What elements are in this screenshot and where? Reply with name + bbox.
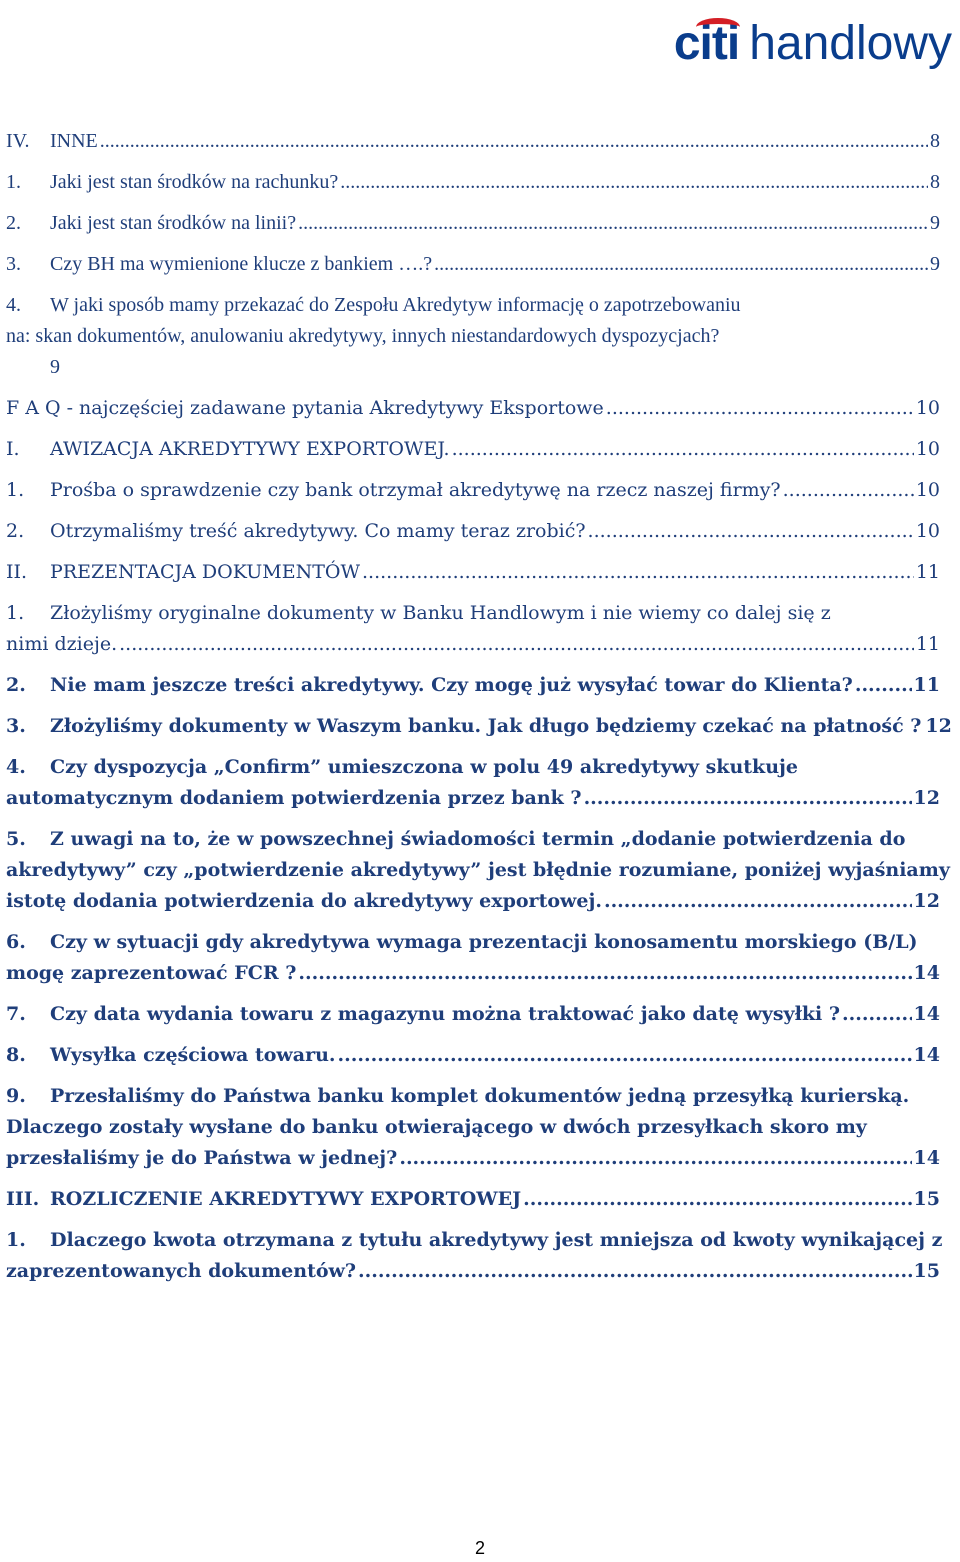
toc-entry-number: 8.	[6, 1044, 26, 1066]
toc-entry-title: Otrzymaliśmy treść akredytywy. Co mamy teraz zrobić?	[50, 520, 586, 542]
toc-dot-leader	[399, 1143, 911, 1174]
toc-entry[interactable]	[6, 1040, 940, 1071]
toc-entry-title: W jaki sposób mamy przekazać do Zespołu Akredytyw informację o zapotrzebowaniu	[50, 294, 741, 316]
toc-entry-number: 6.	[6, 931, 26, 953]
toc-entry[interactable]	[6, 126, 940, 157]
toc-entry-page: 11	[913, 674, 940, 696]
toc-entry-page: 9	[930, 212, 940, 234]
toc-dot-leader	[606, 393, 914, 424]
toc-entry[interactable]	[6, 516, 940, 547]
toc-entry-title: przesłaliśmy je do Państwa w jednej?	[6, 1147, 398, 1169]
toc-entry-page: 8	[930, 171, 940, 193]
toc-entry-page: 9	[930, 253, 940, 275]
toc-entry-title: Wysyłka częściowa towaru.	[50, 1044, 336, 1066]
toc-entry-title: na: skan dokumentów, anulowaniu akredytywy, innych niestandardowych dyspozycjach?	[6, 325, 720, 347]
toc-dot-leader	[584, 783, 912, 814]
logo-citi: citi	[673, 17, 740, 70]
toc-entry-page: 15	[913, 1260, 940, 1282]
toc-entry-page: 10	[915, 520, 940, 542]
toc-entry-line	[6, 1143, 940, 1174]
toc-entry-page: 15	[913, 1188, 940, 1210]
toc-entry[interactable]	[6, 598, 940, 660]
toc-entry-title: Czy dyspozycja „Confirm” umieszczona w polu 49 akredytywy skutkuje	[50, 756, 798, 778]
toc-dot-leader	[783, 475, 914, 506]
toc-entry-line	[6, 824, 940, 855]
toc-entry-title: Z uwagi na to, że w powszechnej świadomości termin „dodanie potwierdzenia do	[50, 828, 906, 850]
toc-entry-page: 10	[915, 438, 940, 460]
toc-entry-page: 14	[913, 1147, 940, 1169]
toc-entry-title: Czy w sytuacji gdy akredytywa wymaga prezentacji konosamentu morskiego (B/L)	[50, 931, 918, 953]
toc-entry-number: 1.	[6, 1229, 26, 1251]
toc-entry-title: PREZENTACJA DOKUMENTÓW	[50, 561, 360, 583]
toc-entry-title: istotę dodania potwierdzenia do akredytywy exportowej.	[6, 890, 602, 912]
toc-entry-line	[6, 1081, 940, 1112]
toc-entry-page: 11	[915, 633, 940, 655]
toc-dot-leader	[340, 167, 928, 198]
toc-entry-page: 12	[913, 890, 940, 912]
logo-arc-icon	[696, 18, 740, 36]
toc-dot-leader	[119, 629, 914, 660]
toc-entry-number: 2.	[6, 520, 25, 542]
toc-entry-number: 1.	[6, 479, 25, 501]
toc-entry-line	[6, 752, 940, 783]
toc-dot-leader	[298, 208, 928, 239]
toc-entry-page: 14	[913, 1003, 940, 1025]
toc-entry[interactable]	[6, 249, 940, 280]
toc-dot-leader	[842, 999, 912, 1030]
toc-entry-number: III.	[6, 1188, 40, 1210]
toc-entry-page: 8	[930, 130, 940, 152]
toc-entry-line	[6, 598, 940, 629]
logo-handlowy: handlowy	[749, 17, 952, 70]
toc-entry-title: ROZLICZENIE AKREDYTYWY EXPORTOWEJ	[50, 1188, 522, 1210]
toc-entry-line	[6, 629, 940, 660]
toc-dot-leader	[855, 670, 912, 701]
toc-entry-title: akredytywy” czy „potwierdzenie akredytywy” jest błędnie rozumiane, poniżej wyjaśniamy	[6, 859, 950, 881]
toc-entry[interactable]	[6, 670, 940, 701]
toc-entry-title: mogę zaprezentować FCR ?	[6, 962, 297, 984]
toc-entry-page: 10	[915, 397, 940, 419]
toc-entry-number: 1.	[6, 602, 25, 624]
toc-entry-number: I.	[6, 438, 20, 460]
toc-entry[interactable]	[6, 290, 940, 383]
toc-entry[interactable]	[6, 557, 940, 588]
toc-entry[interactable]	[6, 393, 940, 424]
toc-dot-leader	[434, 249, 928, 280]
toc-entry[interactable]	[6, 1184, 940, 1215]
toc-dot-leader	[100, 126, 928, 157]
toc-entry[interactable]	[6, 1225, 943, 1287]
toc-entry-title: Dlaczego kwota otrzymana z tytułu akredytywy jest mniejsza od kwoty wynikającej z	[50, 1229, 943, 1251]
toc-entry-title: AWIZACJA AKREDYTYWY EXPORTOWEJ.	[50, 438, 450, 460]
toc-entry-title: Złożyliśmy oryginalne dokumenty w Banku Handlowym i nie wiemy co dalej się z	[50, 602, 831, 624]
toc-entry-line	[6, 1112, 940, 1143]
toc-entry-page: 14	[913, 962, 940, 984]
toc-entry-number: 2.	[6, 674, 26, 696]
toc-entry[interactable]	[6, 927, 940, 989]
citi-handlowy-logo	[674, 12, 952, 68]
toc-entry[interactable]	[6, 999, 940, 1030]
toc-dot-leader	[298, 958, 911, 989]
toc-entry-line	[6, 290, 940, 321]
toc-entry-page: 12	[925, 715, 952, 737]
page-number: 2	[474, 1538, 485, 1558]
toc-dot-leader	[523, 1184, 911, 1215]
toc-entry[interactable]	[6, 434, 940, 465]
toc-entry-title: automatycznym dodaniem potwierdzenia przez bank ?	[6, 787, 582, 809]
toc-entry-number: 1.	[6, 171, 21, 193]
toc-dot-leader	[452, 434, 914, 465]
toc-dot-leader	[362, 557, 914, 588]
toc-entry-title: INNE	[50, 130, 98, 152]
toc-entry[interactable]	[6, 475, 940, 506]
toc-dot-leader	[588, 516, 914, 547]
toc-entry-title: Złożyliśmy dokumenty w Waszym banku. Jak długo będziemy czekać na płatność ?	[50, 715, 922, 737]
toc-dot-leader	[358, 1256, 912, 1287]
toc-entry-title: Czy BH ma wymienione klucze z bankiem ….?	[50, 253, 433, 275]
toc-entry-line	[6, 1225, 943, 1256]
toc-entry-title: F A Q - najczęściej zadawane pytania Akredytywy Eksportowe	[6, 397, 604, 419]
toc-entry[interactable]	[6, 752, 940, 814]
toc-dot-leader	[604, 886, 912, 917]
toc-entry-line	[6, 927, 940, 958]
toc-entry-number: 3.	[6, 253, 21, 275]
toc-entry-line	[6, 783, 940, 814]
toc-entry-number: IV.	[6, 130, 30, 152]
toc-entry-title: Jaki jest stan środków na rachunku?	[50, 171, 339, 193]
toc-entry-number: 5.	[6, 828, 26, 850]
toc-entry-line	[6, 1256, 940, 1287]
toc-entry-line	[6, 855, 950, 886]
toc-entry-title: Nie mam jeszcze treści akredytywy. Czy mogę już wysyłać towar do Klienta?	[50, 674, 853, 696]
toc-dot-leader	[338, 1040, 912, 1071]
toc-entry[interactable]	[6, 1081, 940, 1174]
toc-entry-page: 14	[913, 1044, 940, 1066]
toc-entry-page: 10	[915, 479, 940, 501]
toc-entry[interactable]	[6, 711, 952, 742]
table-of-contents	[6, 126, 952, 1297]
toc-entry-title: nimi dzieje.	[6, 633, 118, 655]
toc-entry-page: 12	[913, 787, 940, 809]
toc-entry-title: Dlaczego zostały wysłane do banku otwierającego w dwóch przesyłkach skoro my	[6, 1116, 867, 1138]
toc-entry-page: 9	[50, 356, 60, 378]
toc-entry-title: Jaki jest stan środków na linii?	[50, 212, 297, 234]
toc-entry-number: 4.	[6, 756, 26, 778]
toc-entry-number: 7.	[6, 1003, 26, 1025]
toc-entry-line	[6, 886, 940, 917]
toc-entry[interactable]	[6, 824, 950, 917]
toc-entry-line	[6, 958, 940, 989]
toc-entry-number: 4.	[6, 294, 21, 316]
toc-entry[interactable]	[6, 208, 940, 239]
toc-entry-title: Czy data wydania towaru z magazynu można traktować jako datę wysyłki ?	[50, 1003, 841, 1025]
toc-entry-title: Przesłaliśmy do Państwa banku komplet dokumentów jedną przesyłką kurierską.	[50, 1085, 910, 1107]
toc-entry[interactable]	[6, 167, 940, 198]
toc-entry-number: 2.	[6, 212, 21, 234]
toc-entry-page: 11	[915, 561, 940, 583]
toc-entry-title: zaprezentowanych dokumentów?	[6, 1260, 357, 1282]
toc-entry-number: II.	[6, 561, 28, 583]
toc-entry-number: 9.	[6, 1085, 26, 1107]
toc-entry-number: 3.	[6, 715, 26, 737]
toc-entry-title: Prośba o sprawdzenie czy bank otrzymał akredytywę na rzecz naszej firmy?	[50, 479, 781, 501]
